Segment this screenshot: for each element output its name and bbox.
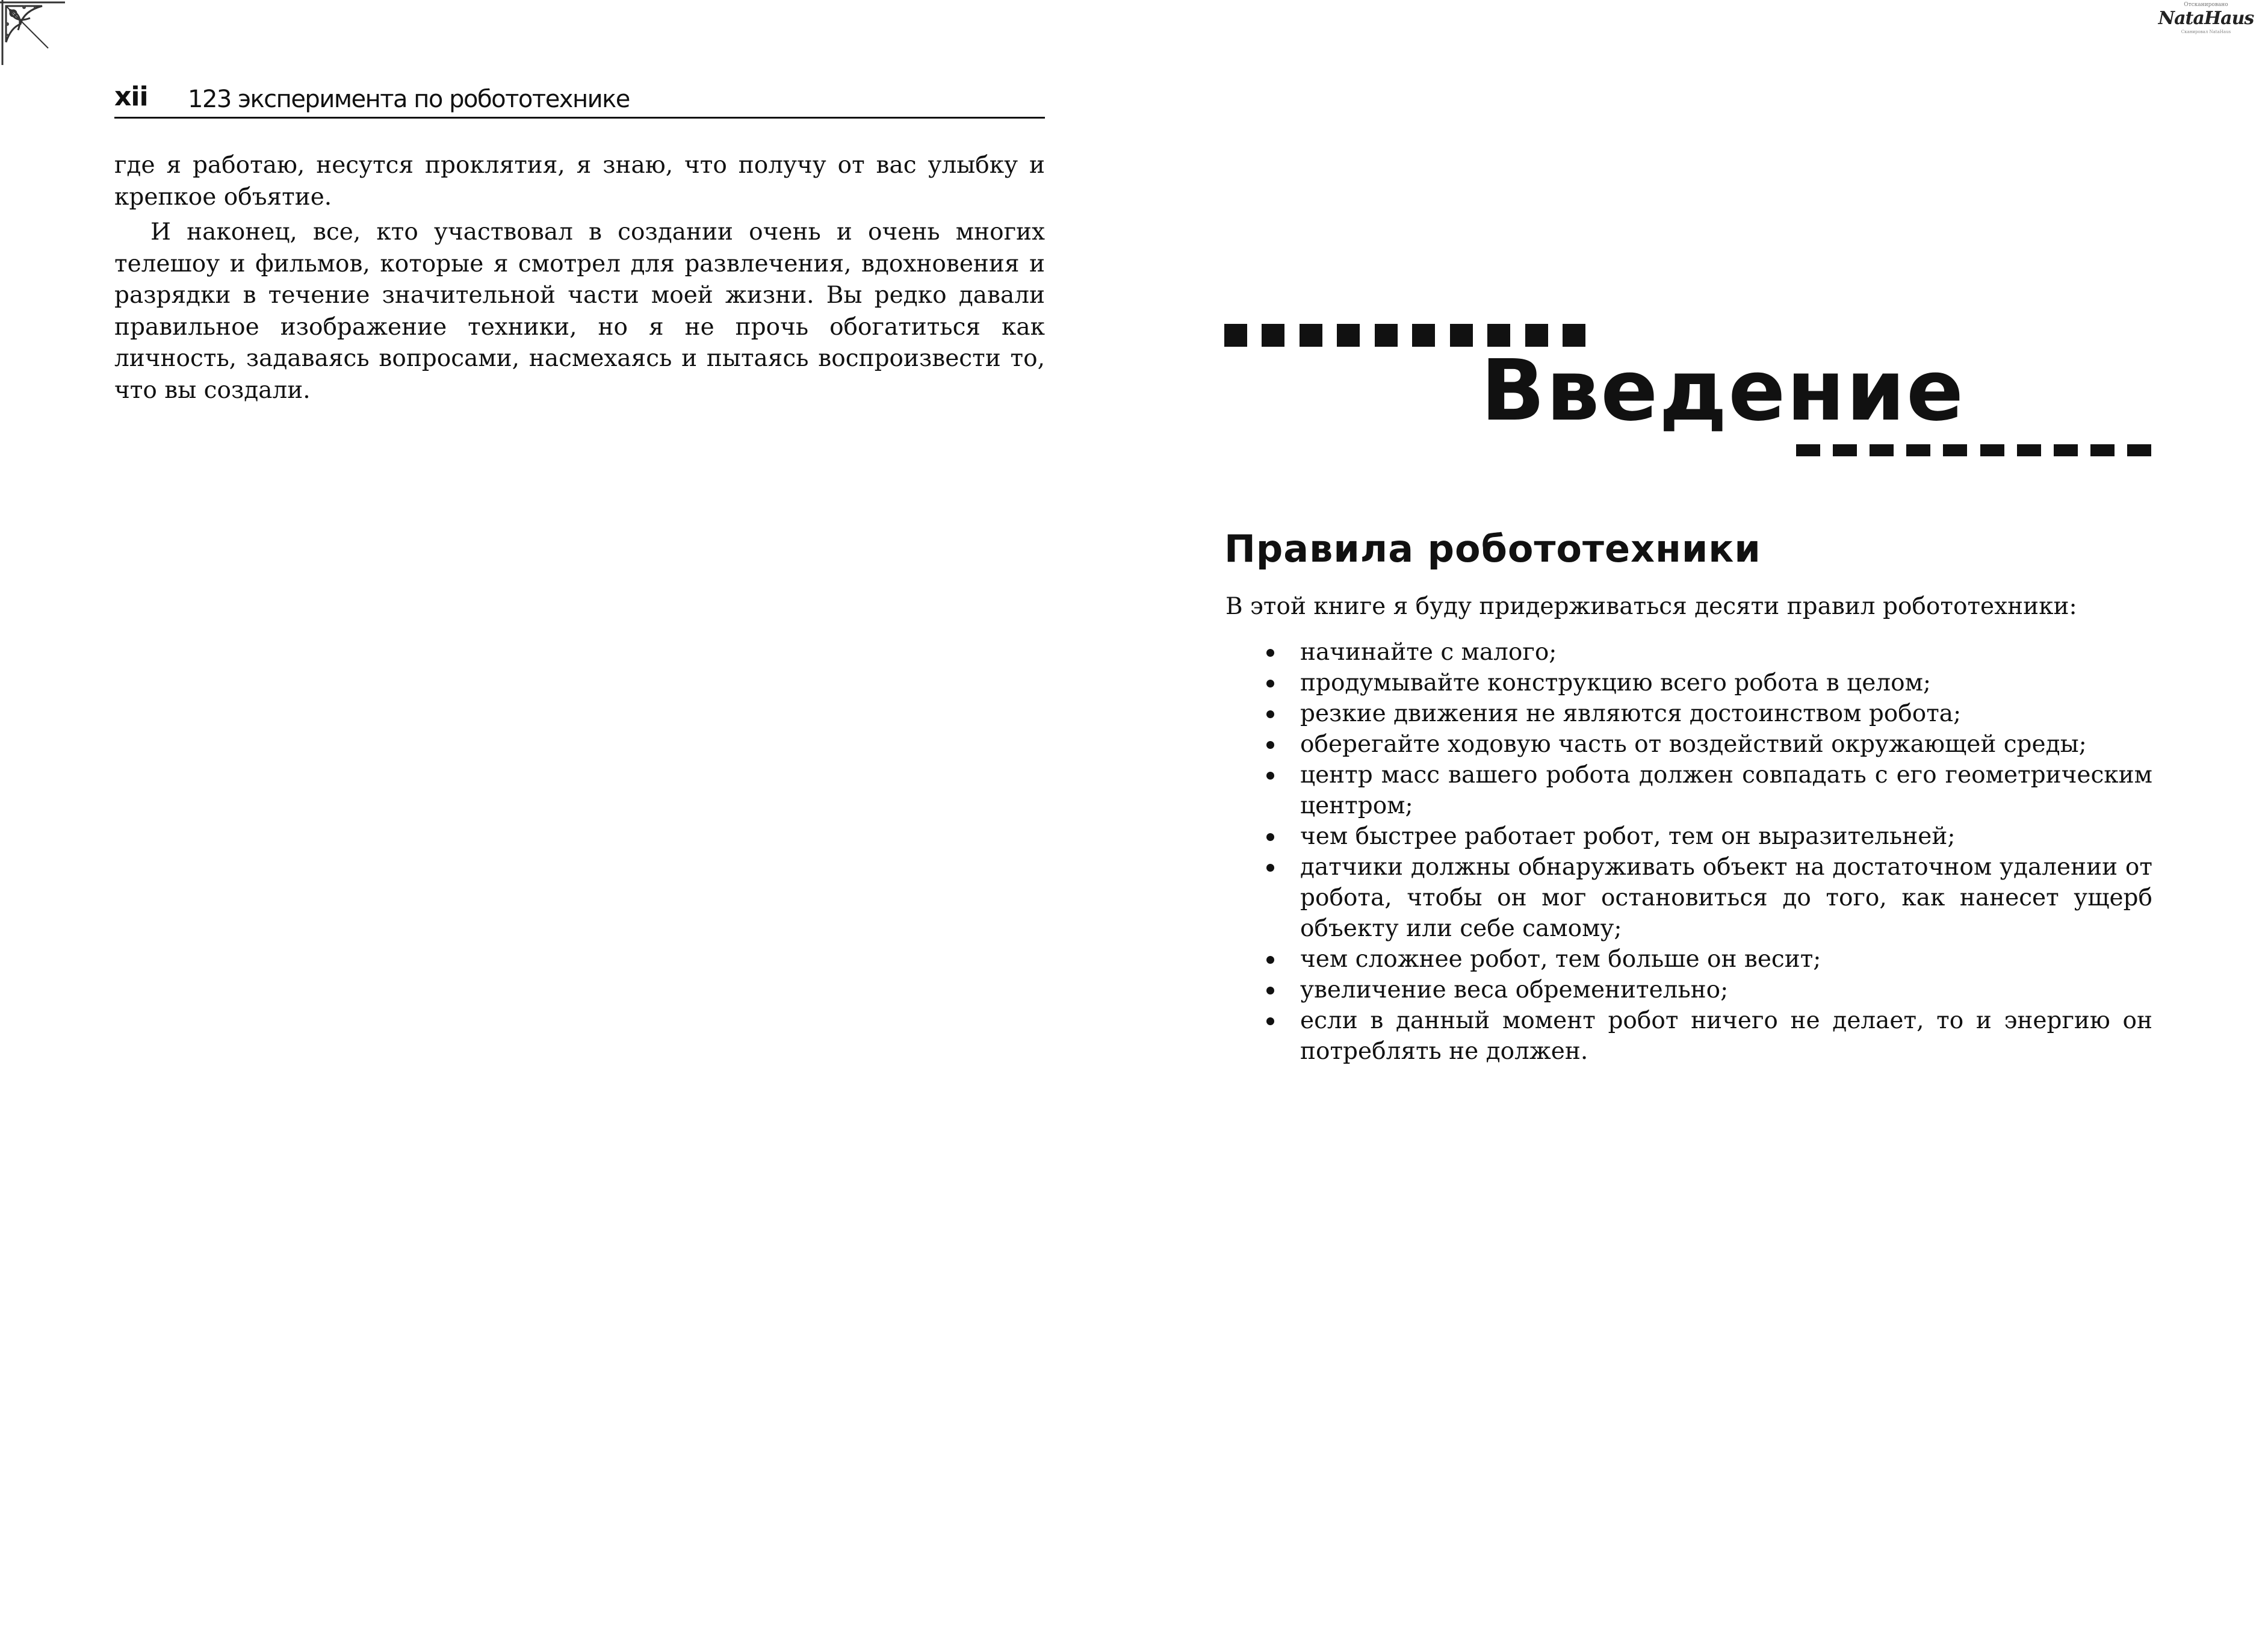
bullet-icon: [1266, 1017, 1274, 1025]
ornament-square: [1262, 324, 1284, 347]
bullet-icon: [1266, 680, 1274, 687]
ornament-dash: [1980, 444, 2004, 456]
rules-list: [1225, 637, 2152, 1067]
ornament-dash: [1870, 444, 1894, 456]
list-item-text: резкие движения не являются достоинством робота;: [1300, 700, 1962, 727]
list-item-text: если в данный момент робот ничего не делает, то и энергию он потреблять не должен.: [1300, 1007, 2152, 1065]
watermark-logo: NataHaus: [2158, 8, 2254, 29]
corner-ornament-icon: [0, 0, 67, 67]
ornament-dash: [2054, 444, 2078, 456]
ornament-square: [1412, 324, 1435, 347]
list-item-text: продумывайте конструкцию всего робота в целом;: [1300, 669, 1932, 697]
ornament-dash: [2017, 444, 2041, 456]
watermark-sub-text: Сканировал NataHaus: [2181, 29, 2231, 34]
watermark-top-text: Отсканировано: [2184, 2, 2228, 8]
paragraph: И наконец, все, кто участвовал в создании очень и очень многих телешоу и фильмов, которые я смотрел для развлечения, вдохновения и разрядки в течение значительной части моей жизни. Вы редко давали правильное изображение техники, но я не прочь обогатиться как личность, задаваясь вопросами, насмехаясь и пытаясь воспроизвести то, что вы создали.: [114, 219, 1045, 404]
book-title: 123 эксперимента по робототехнике: [188, 85, 630, 113]
page-number: xii: [114, 81, 148, 112]
list-item-text: оберегайте ходовую часть от воздействий окружающей среды;: [1300, 731, 2087, 758]
list-item: [1225, 1005, 2152, 1067]
list-item-text: датчики должны обнаруживать объект на достаточном удалении от робота, чтобы он мог остановиться до того, как нанесет ущерб объекту или себе самому;: [1300, 854, 2152, 942]
ornament-dash: [1833, 444, 1857, 456]
left-page: [114, 71, 1045, 406]
section-heading: Правила робототехники: [1224, 527, 1761, 571]
list-item: [1225, 975, 2152, 1005]
list-item-text: чем сложнее робот, тем больше он весит;: [1300, 946, 1821, 973]
list-item: [1225, 944, 2152, 975]
list-item-text: центр масс вашего робота должен совпадать с его геометрическим центром;: [1300, 762, 2152, 819]
list-item: [1225, 668, 2152, 698]
chapter-title: Введение: [1481, 342, 1965, 440]
bullet-icon: [1266, 649, 1274, 657]
ornament-dash: [1943, 444, 1967, 456]
running-header: [114, 71, 1045, 119]
list-item: [1225, 852, 2152, 944]
ornament-square: [1337, 324, 1360, 347]
left-page-body: [114, 150, 1045, 406]
list-item-text: увеличение веса обременительно;: [1300, 976, 1729, 1004]
bullet-icon: [1266, 833, 1274, 841]
ornament-square: [1224, 324, 1247, 347]
bullet-icon: [1266, 741, 1274, 749]
ornament-dash: [1906, 444, 1930, 456]
paragraph: где я работаю, несутся проклятия, я знаю, что получу от вас улыбку и крепкое объятие.: [114, 152, 1045, 211]
chapter-ornament-dashes: [1796, 444, 2151, 458]
ornament-dash: [1796, 444, 1820, 456]
ornament-dash: [2090, 444, 2115, 456]
bullet-icon: [1266, 864, 1274, 872]
ornament-square: [1300, 324, 1322, 347]
list-item-text: чем быстрее работает робот, тем он выразительней;: [1300, 823, 1956, 850]
bullet-icon: [1266, 956, 1274, 964]
watermark: [2149, 1, 2263, 43]
bullet-icon: [1266, 987, 1274, 994]
bullet-icon: [1266, 710, 1274, 718]
list-item: [1225, 760, 2152, 821]
list-item-text: начинайте с малого;: [1300, 639, 1557, 666]
list-item: [1225, 821, 2152, 852]
ornament-square: [1450, 324, 1473, 347]
ornament-square: [1375, 324, 1398, 347]
intro-text: В этой книге я буду придерживаться десяти правил робототехники:: [1225, 593, 2077, 620]
ornament-dash: [2127, 444, 2151, 456]
list-item: [1225, 729, 2152, 760]
bullet-icon: [1266, 772, 1274, 780]
list-item: [1225, 698, 2152, 729]
list-item: [1225, 637, 2152, 668]
